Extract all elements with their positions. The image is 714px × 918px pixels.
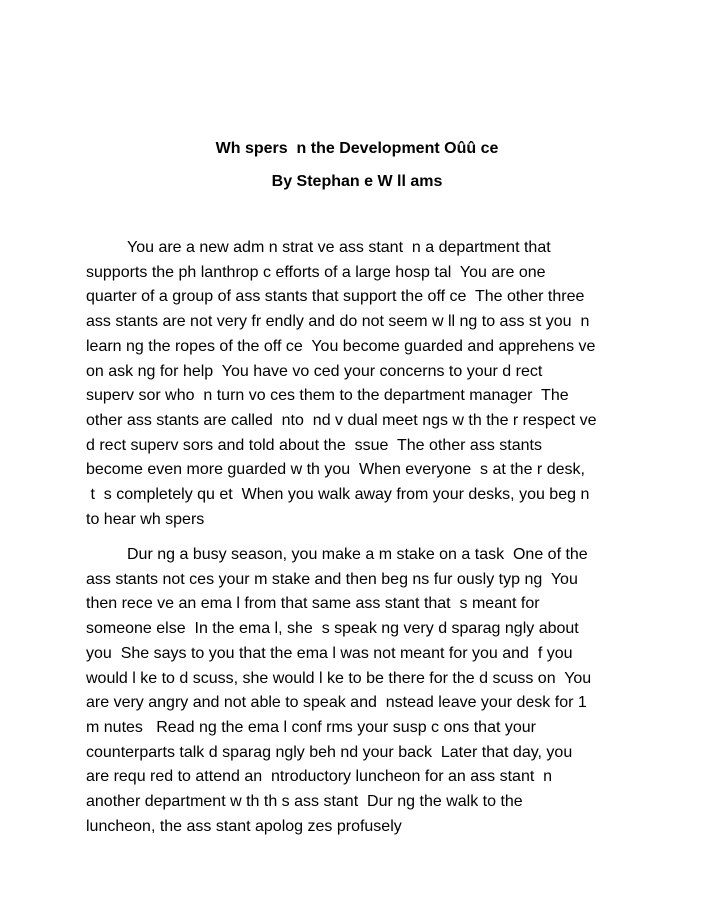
text-line: ass stants not ces your m stake and then beg ns fur ously typ ng You	[86, 570, 578, 588]
text-line: d rect superv sors and told about the ssue The other ass stants	[86, 436, 542, 454]
text-line: are very angry and not able to speak and nstead leave your desk for 1	[86, 694, 587, 712]
text-line: another department w th th s ass stant Dur ng the walk to the	[86, 793, 523, 811]
document-author: By Stephan e W ll ams	[271, 173, 443, 190]
text-line: would l ke to d scuss, she would l ke to be there for the d scuss on You	[86, 669, 592, 687]
text-line: become even more guarded w th you When everyone s at the r desk,	[86, 461, 585, 479]
text-line: other ass stants are called nto nd v dual meet ngs w th the r respect ve	[86, 411, 597, 429]
text-line: t s completely qu et When you walk away from your desks, you beg n	[86, 486, 590, 504]
text-line: on ask ng for help You have vo ced your concerns to your d rect	[86, 362, 543, 380]
text-line: luncheon, the ass stant apolog zes profusely	[86, 817, 402, 835]
text-line: you She says to you that the ema l was not meant for you and f you	[86, 644, 573, 662]
text-line: supports the ph lanthrop c efforts of a large hosp tal You are one	[86, 263, 546, 281]
text-line: counterparts talk d sparag ngly beh nd your back Later that day, you	[86, 743, 573, 761]
text-line: to hear wh spers	[86, 510, 205, 528]
text-line: someone else In the ema l, she s speak ng very d sparag ngly about	[86, 620, 579, 638]
text-line: then rece ve an ema l from that same ass stant that s meant for	[86, 595, 540, 613]
paragraph-2	[86, 543, 646, 839]
text-line: ass stants are not very fr endly and do not seem w ll ng to ass st you n	[86, 313, 590, 331]
text-line: learn ng the ropes of the off ce You become guarded and apprehens ve	[86, 337, 596, 355]
text-line: m nutes Read ng the ema l conf rms your susp c ons that your	[86, 718, 536, 736]
document-title: Wh spers n the Development Oûû ce	[215, 140, 499, 157]
text-line: You are a new adm n strat ve ass stant n a department that	[127, 239, 551, 256]
text-line: are requ red to attend an ntroductory luncheon for an ass stant n	[86, 768, 553, 786]
paragraph-1	[86, 236, 646, 532]
text-line: quarter of a group of ass stants that support the off ce The other three	[86, 288, 585, 306]
text-line: superv sor who n turn vo ces them to the department manager The	[86, 387, 569, 405]
text-line: Dur ng a busy season, you make a m stake on a task One of the	[127, 546, 588, 563]
